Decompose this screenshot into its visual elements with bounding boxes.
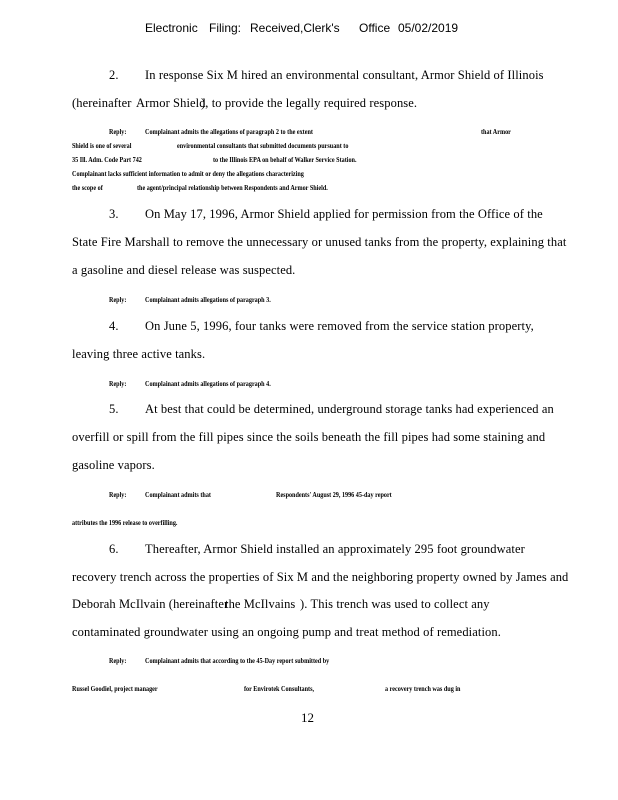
reply-2-text: the scope of [72, 183, 103, 192]
reply-2-text: that Armor [481, 127, 511, 136]
reply-6-label: Reply: [109, 656, 127, 665]
paragraph-2-line: ), to provide the legally required response. [201, 96, 418, 110]
reply-6-text: a recovery trench was dug in [385, 684, 461, 693]
paragraph-5-line: gasoline vapors. [72, 458, 155, 472]
paragraph-2-number: 2. [109, 68, 119, 82]
paragraph-5-line: overfill or spill from the fill pipes since the soils beneath the fill pipes had some staining and [72, 430, 546, 444]
paragraph-6-number: 6. [109, 542, 119, 556]
header-electronic: Electronic [145, 21, 198, 35]
reply-2-text: 35 Ill. Adm. Code Part 742 [72, 155, 142, 164]
reply-5-text: Complainant admits that [145, 490, 211, 499]
paragraph-3-line: On May 17, 1996, Armor Shield applied for permission from the Office of the [145, 207, 543, 221]
paragraph-5-line: At best that could be determined, underground storage tanks had experienced an [145, 402, 554, 416]
reply-2-text: to the Illinois EPA on behalf of Walker Service Station. [213, 155, 357, 164]
paragraph-6-line: ). This trench was used to collect any [300, 597, 490, 611]
paragraph-2-line: (hereinafter [72, 96, 132, 110]
paragraph-6-line: recovery trench across the properties of Six M and the neighboring property owned by James and [72, 570, 569, 584]
paragraph-6-line: Deborah McIlvain (hereinafter [72, 597, 229, 611]
header-received: Received,Clerk's [250, 21, 340, 35]
paragraph-6-line: the McIlvains [225, 597, 296, 611]
reply-2-text: Shield is one of several [72, 141, 132, 150]
paragraph-6-line: Thereafter, Armor Shield installed an approximately 295 foot groundwater [145, 542, 525, 556]
header-office: Office [359, 21, 391, 35]
header-date: 05/02/2019 [398, 21, 459, 35]
reply-4-label: Reply: [109, 379, 127, 388]
reply-3-label: Reply: [109, 295, 127, 304]
reply-4-text: Complainant admits allegations of paragraph 4. [145, 379, 271, 388]
header-filing: Filing: [209, 21, 242, 35]
page-number: 12 [301, 710, 314, 725]
reply-5-text: Respondents' August 29, 1996 45-day report [276, 490, 392, 499]
reply-2-label: Reply: [109, 127, 127, 136]
paragraph-2-line: In response Six M hired an environmental consultant, Armor Shield of Illinois [145, 68, 544, 82]
reply-6-text: Russel Goodiel, project manager [72, 684, 158, 693]
paragraph-2-line: Armor Shield [136, 96, 206, 110]
reply-6-text: Complainant admits that according to the 45-Day report submitted by [145, 656, 330, 665]
reply-2-text: the agent/principal relationship between Respondents and Armor Shield. [137, 183, 328, 192]
paragraph-3-line: a gasoline and diesel release was suspected. [72, 263, 296, 277]
reply-2-text: Complainant admits the allegations of paragraph 2 to the extent [145, 127, 313, 136]
paragraph-4-line: On June 5, 1996, four tanks were removed from the service station property, [145, 319, 534, 333]
reply-2-text: Complainant lacks sufficient information to admit or deny the allegations characterizing [72, 169, 304, 178]
reply-2-text: environmental consultants that submitted documents pursuant to [177, 141, 349, 150]
reply-5-label: Reply: [109, 490, 127, 499]
reply-6-text: for Envirotek Consultants, [244, 684, 315, 693]
paragraph-3-number: 3. [109, 207, 119, 221]
paragraph-5-number: 5. [109, 402, 119, 416]
paragraph-3-line: State Fire Marshall to remove the unnecessary or unused tanks from the property, explaining that [72, 235, 567, 249]
reply-5-text: attributes the 1996 release to overfilling. [72, 518, 178, 527]
paragraph-6-line: contaminated groundwater using an ongoing pump and treat method of remediation. [72, 625, 501, 639]
paragraph-4-number: 4. [109, 319, 119, 333]
reply-3-text: Complainant admits allegations of paragraph 3. [145, 295, 271, 304]
paragraph-4-line: leaving three active tanks. [72, 347, 206, 361]
